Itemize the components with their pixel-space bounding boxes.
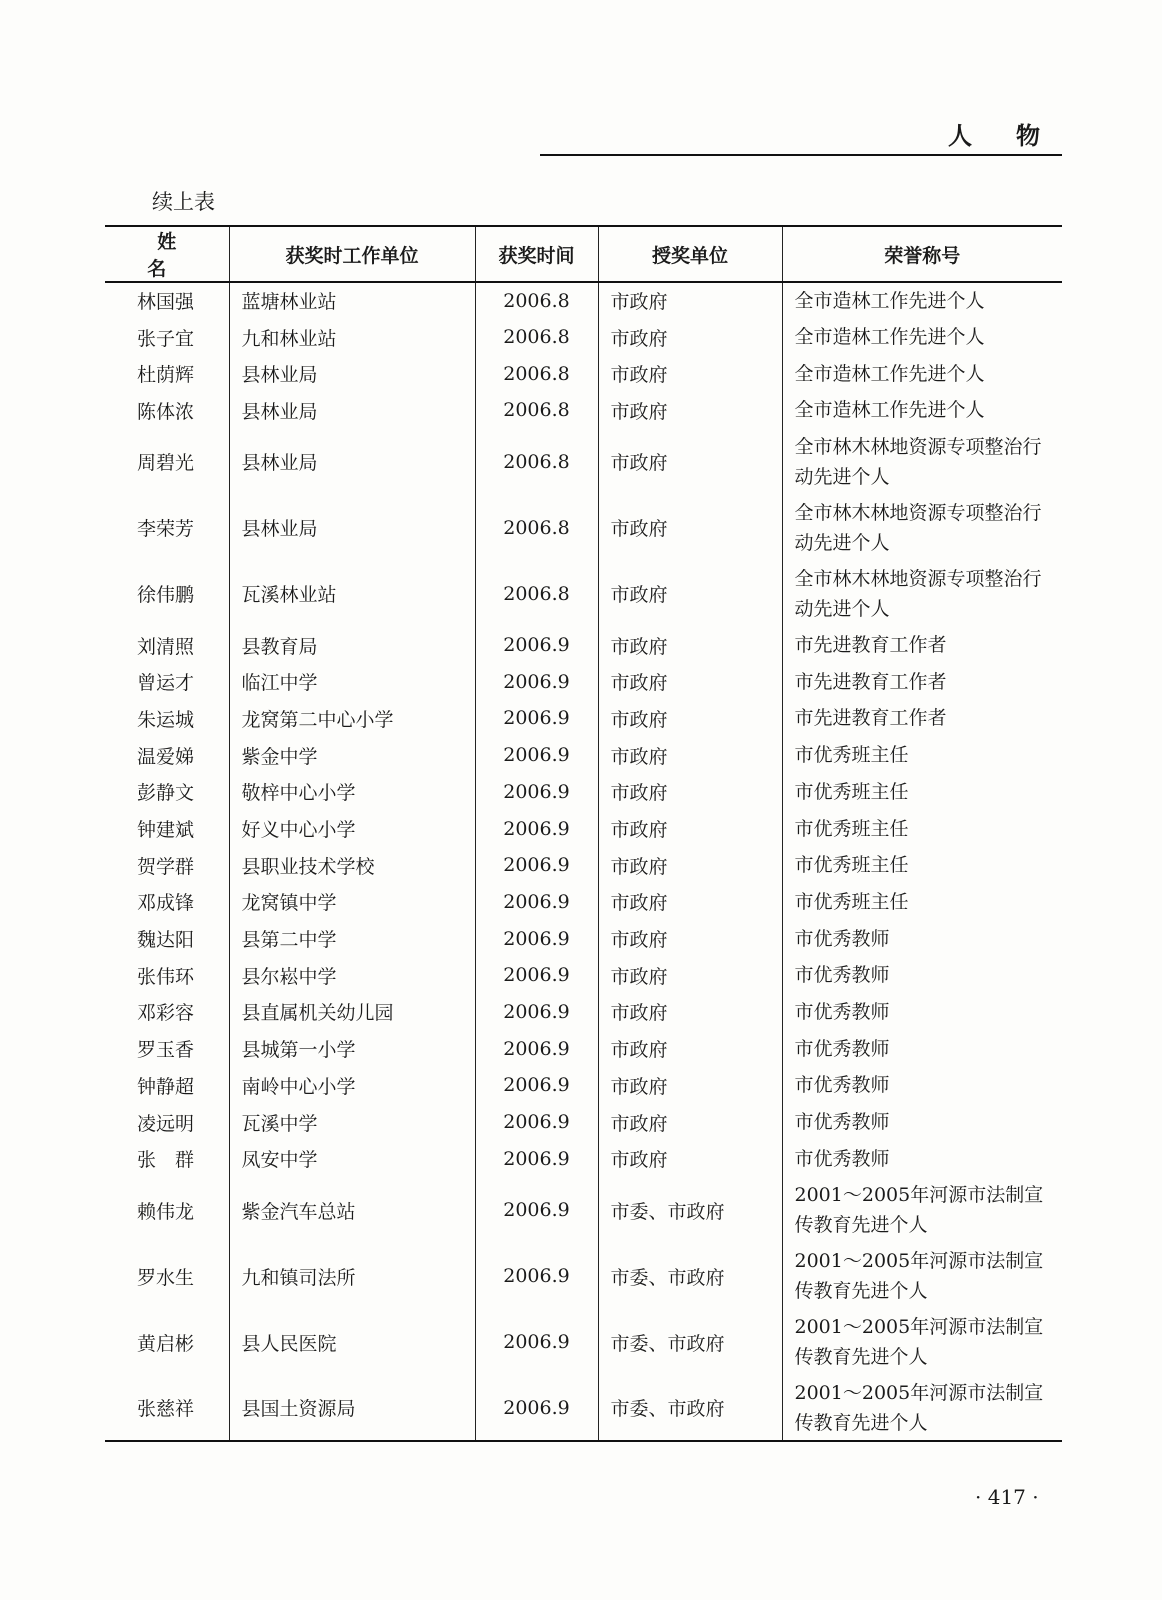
cell-honor-title: 全市造林工作先进个人: [782, 392, 1062, 429]
cell-award-time: 2006.9: [475, 1030, 598, 1067]
cell-awarding-unit: 市政府: [598, 847, 782, 884]
cell-awarding-unit: 市政府: [598, 429, 782, 495]
table-row: [105, 319, 1062, 356]
cell-award-time: 2006.8: [475, 282, 598, 319]
cell-awarding-unit: 市政府: [598, 663, 782, 700]
cell-work-unit: 敬梓中心小学: [229, 774, 475, 811]
header-award-time: 获奖时间: [475, 226, 598, 282]
cell-name: 魏达阳: [137, 929, 195, 952]
cell-work-unit: 县人民医院: [229, 1309, 475, 1375]
header-rule: [540, 154, 1062, 156]
table-row: [105, 1309, 1062, 1375]
cell-awarding-unit: 市政府: [598, 355, 782, 392]
cell-awarding-unit: 市政府: [598, 319, 782, 356]
table-row: [105, 1030, 1062, 1067]
continuation-label: 续上表: [152, 190, 215, 214]
cell-work-unit: 紫金汽车总站: [229, 1177, 475, 1243]
cell-name: 贺学群: [137, 855, 195, 878]
cell-awarding-unit: 市政府: [598, 920, 782, 957]
cell-honor-title: 全市造林工作先进个人: [782, 355, 1062, 392]
cell-awarding-unit: 市政府: [598, 957, 782, 994]
awards-table-container: [105, 225, 1062, 1442]
cell-work-unit: 县城第一小学: [229, 1030, 475, 1067]
cell-name: 赖伟龙: [137, 1200, 195, 1223]
cell-work-unit: 九和林业站: [229, 319, 475, 356]
cell-award-time: 2006.9: [475, 884, 598, 921]
cell-award-time: 2006.9: [475, 1243, 598, 1309]
cell-name: 张慈祥: [105, 1375, 229, 1441]
cell-honor-title: 2001～2005年河源市法制宣传教育先进个人: [782, 1375, 1062, 1441]
cell-awarding-unit: 市委、市政府: [598, 1243, 782, 1309]
header-honor-title: 荣誉称号: [782, 226, 1062, 282]
table-row: [105, 429, 1062, 495]
cell-honor-title: 市优秀教师: [782, 1140, 1062, 1177]
cell-name: 黄启彬: [137, 1332, 195, 1355]
cell-name: 张伟环: [137, 965, 195, 988]
table-row: [105, 561, 1062, 627]
cell-honor-title: 市优秀教师: [782, 920, 1062, 957]
table-row: [105, 1177, 1062, 1243]
cell-honor-title: 市先进教育工作者: [782, 700, 1062, 737]
cell-honor-title: 全市造林工作先进个人: [782, 319, 1062, 356]
cell-honor-title: 市优秀班主任: [782, 847, 1062, 884]
cell-award-time: 2006.9: [475, 920, 598, 957]
cell-name: 张子宜: [137, 327, 195, 350]
cell-honor-title: 市优秀教师: [782, 1030, 1062, 1067]
cell-award-time: 2006.9: [475, 663, 598, 700]
cell-awarding-unit: 市政府: [598, 282, 782, 319]
table-row: [105, 847, 1062, 884]
table-row: [105, 1375, 1062, 1441]
cell-name: 李荣芳: [137, 518, 195, 541]
cell-honor-title: 市优秀班主任: [782, 774, 1062, 811]
header-work-unit: 获奖时工作单位: [229, 226, 475, 282]
cell-honor-title: 市优秀班主任: [782, 737, 1062, 774]
cell-work-unit: 临江中学: [229, 663, 475, 700]
cell-work-unit: 蓝塘林业站: [229, 282, 475, 319]
cell-award-time: 2006.8: [475, 429, 598, 495]
cell-work-unit: 好义中心小学: [229, 810, 475, 847]
cell-awarding-unit: 市政府: [598, 700, 782, 737]
cell-work-unit: 龙窝第二中心小学: [229, 700, 475, 737]
header-name: 姓 名: [105, 226, 229, 282]
cell-work-unit: 紫金中学: [229, 737, 475, 774]
cell-honor-title: 市先进教育工作者: [782, 663, 1062, 700]
table-row: [105, 282, 1062, 319]
cell-work-unit: 县职业技术学校: [229, 847, 475, 884]
cell-award-time: 2006.9: [475, 1177, 598, 1243]
cell-work-unit: 县尔崧中学: [229, 957, 475, 994]
cell-honor-title: 2001～2005年河源市法制宣传教育先进个人: [782, 1177, 1062, 1243]
cell-work-unit: 县林业局: [229, 355, 475, 392]
cell-name: 彭静文: [137, 782, 195, 805]
cell-award-time: 2006.8: [475, 355, 598, 392]
cell-name: 林国强: [137, 291, 195, 314]
cell-awarding-unit: 市委、市政府: [598, 1309, 782, 1375]
cell-name: 凌远明: [137, 1112, 195, 1135]
cell-work-unit: 县国土资源局: [229, 1375, 475, 1441]
cell-honor-title: 市优秀教师: [782, 1067, 1062, 1104]
table-row: [105, 392, 1062, 429]
cell-honor-title: 市先进教育工作者: [782, 627, 1062, 664]
cell-work-unit: 瓦溪林业站: [229, 561, 475, 627]
cell-work-unit: 凤安中学: [229, 1140, 475, 1177]
cell-honor-title: 全市造林工作先进个人: [782, 282, 1062, 319]
table-row: [105, 700, 1062, 737]
cell-awarding-unit: 市政府: [598, 1067, 782, 1104]
cell-awarding-unit: 市政府: [598, 392, 782, 429]
cell-work-unit: 九和镇司法所: [229, 1243, 475, 1309]
table-row: [105, 920, 1062, 957]
page-number: · 417 ·: [975, 1485, 1039, 1509]
cell-awarding-unit: 市政府: [598, 774, 782, 811]
cell-work-unit: 龙窝镇中学: [229, 884, 475, 921]
cell-name: 朱运城: [137, 708, 195, 731]
cell-name: 曾运才: [137, 672, 195, 695]
cell-award-time: 2006.8: [475, 561, 598, 627]
cell-awarding-unit: 市政府: [598, 994, 782, 1031]
chapter-title: 人物: [948, 121, 1084, 150]
cell-awarding-unit: 市政府: [598, 1140, 782, 1177]
cell-name: 罗玉香: [137, 1039, 195, 1062]
cell-name: 张 群: [137, 1149, 195, 1172]
cell-award-time: 2006.9: [475, 1067, 598, 1104]
cell-name: 杜荫辉: [137, 364, 195, 387]
cell-award-time: 2006.9: [475, 737, 598, 774]
cell-honor-title: 全市林木林地资源专项整治行动先进个人: [782, 495, 1062, 561]
cell-name: 刘清照: [137, 635, 195, 658]
cell-honor-title: 市优秀教师: [782, 1104, 1062, 1141]
cell-awarding-unit: 市政府: [598, 561, 782, 627]
cell-name: 徐伟鹏: [137, 584, 195, 607]
cell-awarding-unit: 市政府: [598, 1030, 782, 1067]
table-row: [105, 663, 1062, 700]
table-row: [105, 1104, 1062, 1141]
table-row: [105, 737, 1062, 774]
table-row: [105, 495, 1062, 561]
cell-work-unit: 县直属机关幼儿园: [229, 994, 475, 1031]
cell-award-time: 2006.9: [475, 774, 598, 811]
cell-award-time: 2006.9: [475, 847, 598, 884]
cell-honor-title: 市优秀班主任: [782, 884, 1062, 921]
cell-work-unit: 南岭中心小学: [229, 1067, 475, 1104]
cell-award-time: 2006.9: [475, 700, 598, 737]
cell-name: 陈体浓: [137, 400, 195, 423]
table-row: [105, 957, 1062, 994]
cell-name: 钟静超: [137, 1075, 195, 1098]
cell-award-time: 2006.9: [475, 1309, 598, 1375]
cell-name: 温爱娣: [137, 745, 195, 768]
cell-name: 罗水生: [137, 1266, 195, 1289]
table-row: [105, 1067, 1062, 1104]
cell-honor-title: 市优秀班主任: [782, 810, 1062, 847]
cell-awarding-unit: 市政府: [598, 884, 782, 921]
cell-honor-title: 2001～2005年河源市法制宣传教育先进个人: [782, 1309, 1062, 1375]
cell-honor-title: 全市林木林地资源专项整治行动先进个人: [782, 429, 1062, 495]
cell-award-time: 2006.8: [475, 319, 598, 356]
cell-award-time: 2006.9: [475, 1375, 598, 1441]
cell-work-unit: 县林业局: [229, 392, 475, 429]
table-row: [105, 1243, 1062, 1309]
table-row: [105, 355, 1062, 392]
table-header-row: [105, 226, 1062, 282]
table-row: [105, 884, 1062, 921]
cell-awarding-unit: 市委、市政府: [598, 1375, 782, 1441]
cell-honor-title: 市优秀教师: [782, 994, 1062, 1031]
cell-award-time: 2006.9: [475, 810, 598, 847]
table-row: [105, 627, 1062, 664]
cell-work-unit: 瓦溪中学: [229, 1104, 475, 1141]
cell-awarding-unit: 市政府: [598, 627, 782, 664]
cell-work-unit: 县教育局: [229, 627, 475, 664]
cell-name: 邓彩容: [137, 1002, 195, 1025]
cell-honor-title: 市优秀教师: [782, 957, 1062, 994]
cell-awarding-unit: 市政府: [598, 810, 782, 847]
cell-name: 周碧光: [137, 452, 195, 475]
cell-work-unit: 县林业局: [229, 429, 475, 495]
cell-award-time: 2006.9: [475, 1104, 598, 1141]
cell-awarding-unit: 市委、市政府: [598, 1177, 782, 1243]
cell-award-time: 2006.9: [475, 994, 598, 1031]
cell-work-unit: 县第二中学: [229, 920, 475, 957]
table-row: [105, 774, 1062, 811]
cell-award-time: 2006.8: [475, 495, 598, 561]
cell-name: 钟建斌: [137, 819, 195, 842]
cell-awarding-unit: 市政府: [598, 1104, 782, 1141]
cell-work-unit: 县林业局: [229, 495, 475, 561]
cell-honor-title: 全市林木林地资源专项整治行动先进个人: [782, 561, 1062, 627]
cell-awarding-unit: 市政府: [598, 737, 782, 774]
header-awarding-unit: 授奖单位: [598, 226, 782, 282]
cell-awarding-unit: 市政府: [598, 495, 782, 561]
cell-award-time: 2006.9: [475, 1140, 598, 1177]
cell-award-time: 2006.9: [475, 627, 598, 664]
table-row: [105, 994, 1062, 1031]
awards-table: [105, 225, 1062, 1442]
table-row: [105, 1140, 1062, 1177]
table-body: [105, 282, 1062, 1441]
cell-award-time: 2006.8: [475, 392, 598, 429]
table-row: [105, 810, 1062, 847]
cell-name: 邓成锋: [137, 892, 195, 915]
cell-award-time: 2006.9: [475, 957, 598, 994]
cell-honor-title: 2001～2005年河源市法制宣传教育先进个人: [782, 1243, 1062, 1309]
